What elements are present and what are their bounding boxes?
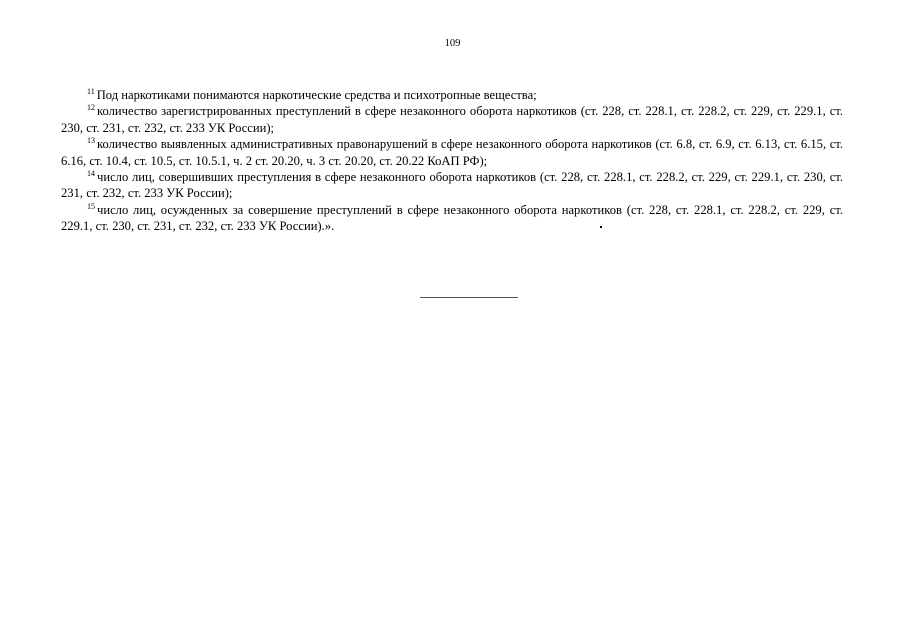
document-end-rule — [420, 297, 518, 298]
footnote-marker: 15 — [87, 201, 95, 211]
page-number: 109 — [444, 38, 461, 49]
stray-mark — [600, 226, 602, 228]
footnote-marker: 11 — [87, 87, 95, 96]
footnote-text: Под наркотиками понимаются наркотические средства и психотропные вещества; — [96, 88, 537, 102]
footnote-13 — [61, 136, 843, 169]
footnote-text: количество зарегистрированных преступлений в сфере незаконного оборота наркотиков (ст. 228, ст. 228.1, ст. 228.2, ст. 229, ст. 229.1, ст. 230, ст. 231, ст. 232, ст. 233 УК России); — [61, 104, 843, 135]
footnote-15 — [61, 202, 843, 235]
footnote-12 — [61, 103, 843, 136]
footnote-14 — [61, 169, 843, 202]
footnote-marker: 14 — [87, 169, 95, 179]
footnote-text: количество выявленных административных правонарушений в сфере незаконного оборота наркотиков (ст. 6.8, ст. 6.9, ст. 6.13, ст. 6.15, ст. 6.16, ст. 10.4, ст. 10.5, ст. 10.5.1, ч. 2 ст. 20.20, ч. 3 ст. 20.20, ст. 20.22 КоАП РФ); — [61, 137, 843, 168]
footnote-marker: 12 — [87, 103, 95, 113]
footnote-11 — [61, 87, 843, 103]
footnote-text: число лиц, осужденных за совершение преступлений в сфере незаконного оборота наркотиков (ст. 228, ст. 228.1, ст. 228.2, ст. 229, ст. 229.1, ст. 230, ст. 231, ст. 232, ст. 233 УК России).». — [61, 202, 843, 234]
footnote-marker: 13 — [87, 136, 95, 146]
footnotes-section — [61, 87, 843, 235]
footnote-text: число лиц, совершивших преступления в сфере незаконного оборота наркотиков (ст. 228, ст. 228.1, ст. 228.2, ст. 229, ст. 229.1, ст. 230, ст. 231, ст. 232, ст. 233 УК России); — [61, 170, 843, 201]
